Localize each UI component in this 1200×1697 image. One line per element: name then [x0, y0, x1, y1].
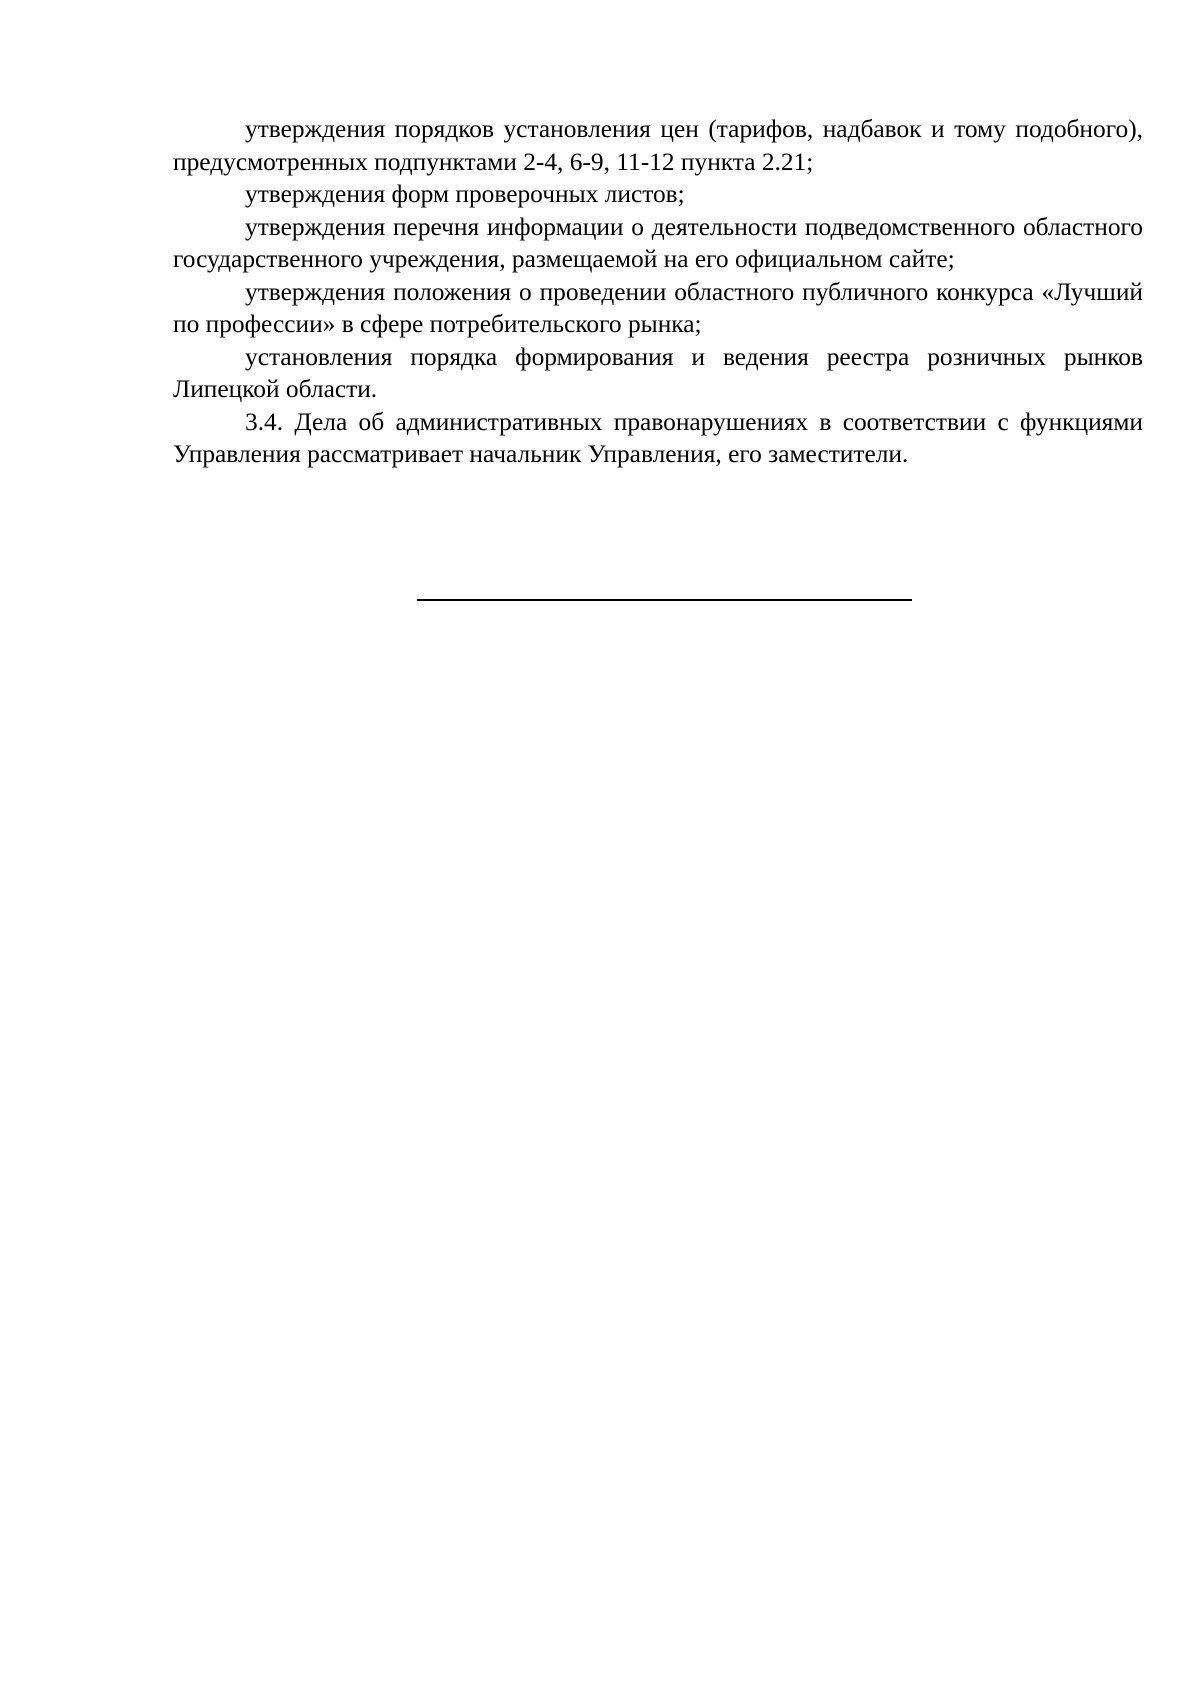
paragraph-contest-regulation: утверждения положения о проведении областного публичного конкурса «Лучший по профессии» в сфере потребительского рынка;	[173, 277, 1143, 338]
closing-divider-line	[417, 599, 912, 601]
paragraph-checklist-forms: утверждения форм проверочных листов;	[245, 180, 685, 208]
document-body	[173, 113, 1143, 471]
paragraph-market-registry: установления порядка формирования и ведения реестра розничных рынков Липецкой области.	[173, 342, 1143, 403]
paragraph-information-list: утверждения перечня информации о деятельности подведомственного областного государственного учреждения, размещаемой на его официальном сайте;	[173, 212, 1143, 273]
paragraph-pricing-procedures: утверждения порядков установления цен (тарифов, надбавок и тому подобного), предусмотренных подпунктами 2-4, 6-9, 11-12 пункта 2.21;	[173, 115, 1143, 176]
paragraph-administrative-offenses: 3.4. Дела об административных правонарушениях в соответствии с функциями Управления рассматривает начальник Управления, его заместители.	[173, 407, 1143, 468]
